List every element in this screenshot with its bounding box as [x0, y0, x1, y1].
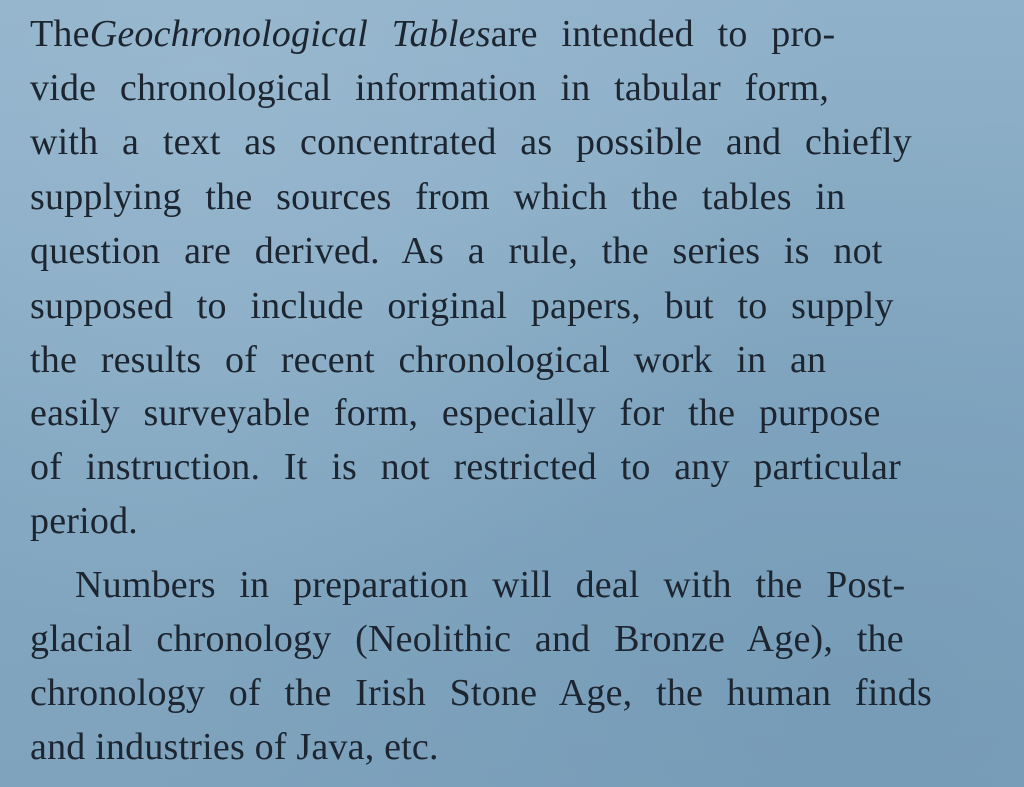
line-suffix: are intended to pro-: [490, 13, 836, 55]
paragraph-2-line-3: [30, 671, 932, 715]
line-text: [30, 12, 835, 56]
paragraph-1-line-9: [30, 445, 901, 489]
line-text: easily surveyable form, especially for the purpose: [30, 392, 881, 434]
line-text: the results of recent chronological work in an: [30, 339, 827, 381]
paragraph-1-line-7: [30, 338, 826, 382]
series-title-italic: Geochronological Tables: [89, 13, 491, 55]
paragraph-2-line-2: [30, 617, 904, 661]
line-text: supposed to include original papers, but to supply: [30, 285, 894, 327]
paragraph-1-line-2: [30, 66, 829, 110]
paragraph-2-line-1: [75, 563, 905, 607]
paragraph-1-line-3: [30, 120, 912, 164]
line-text: Numbers in preparation will deal with the Post-: [75, 564, 906, 606]
line-text: and industries of Java, etc.: [30, 726, 439, 768]
paragraph-1-line-6: [30, 284, 894, 328]
paragraph-2-line-4: [30, 725, 439, 769]
paragraph-1-line-8: [30, 391, 881, 435]
line-text: glacial chronology (Neolithic and Bronze Age), the: [30, 618, 904, 660]
paragraph-1-line-10: [30, 499, 138, 543]
line-text: with a text as concentrated as possible and chiefly: [30, 121, 912, 163]
line-text: chronology of the Irish Stone Age, the human finds: [30, 672, 932, 714]
line-text: question are derived. As a rule, the series is not: [30, 230, 883, 272]
paragraph-1-line-1: [30, 12, 998, 56]
line-text: vide chronological information in tabular form,: [30, 67, 830, 109]
line-prefix: The: [30, 13, 90, 55]
line-text: of instruction. It is not restricted to any particular: [30, 446, 901, 488]
line-text: period.: [30, 500, 138, 542]
line-text: supplying the sources from which the tables in: [30, 176, 846, 218]
paragraph-1-line-5: [30, 229, 883, 273]
paragraph-1-line-4: [30, 175, 845, 219]
